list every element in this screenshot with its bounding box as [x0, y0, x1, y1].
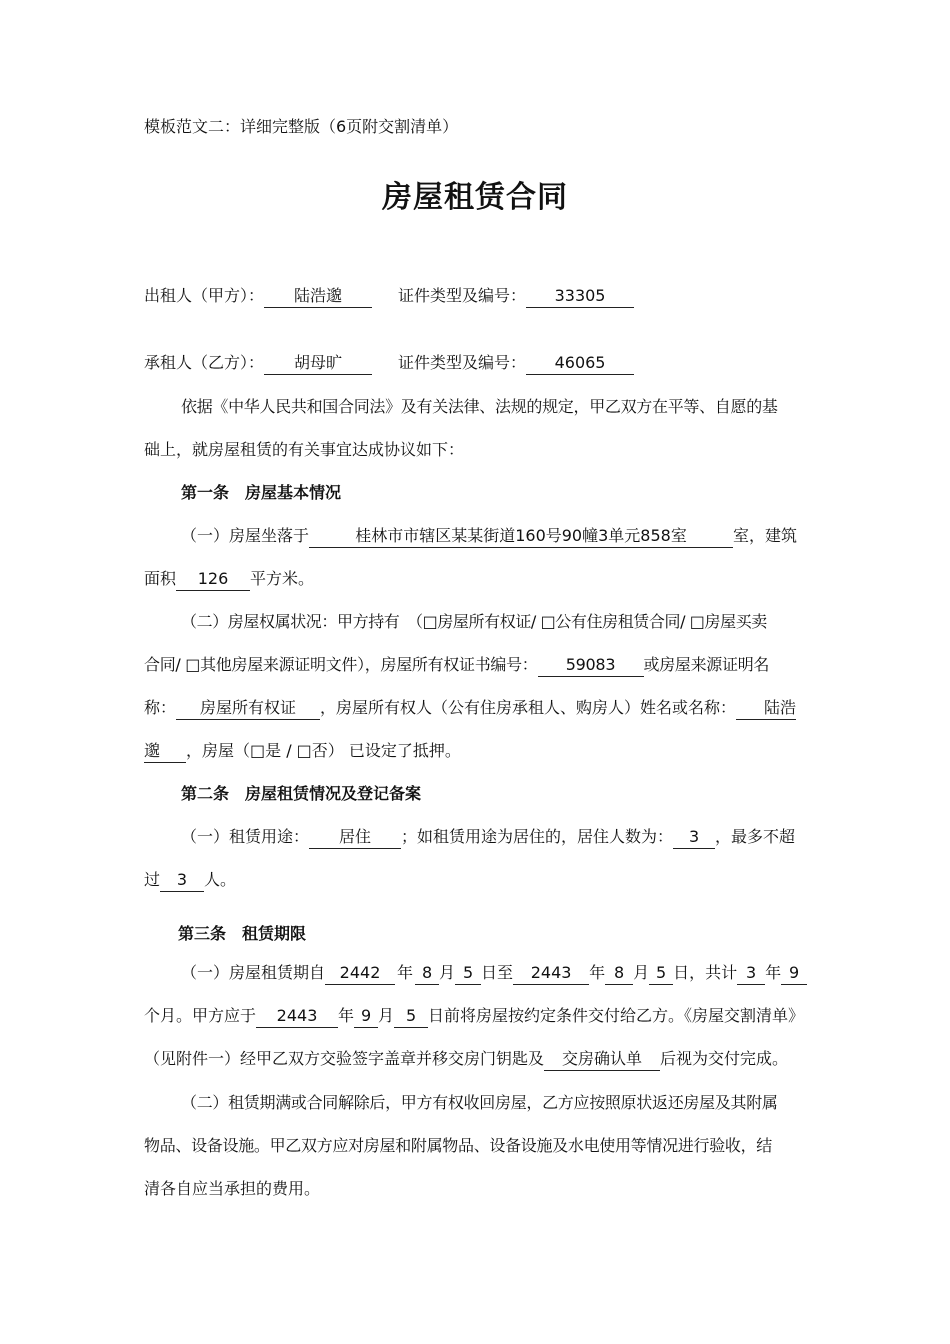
intro-line-1: 依据《中华人民共和国合同法》及有关法律、法规的规定，甲乙双方在平等、自愿的基: [181, 397, 778, 416]
delivery-text: 日前将房屋按约定条件交付给乙方。《房屋交割清单》: [428, 1006, 805, 1025]
art3-p1-line2: [144, 1005, 804, 1028]
deliver-day-field: 5: [394, 1006, 428, 1028]
lessor-id-field: 33305: [526, 286, 634, 308]
start-day-field: 5: [455, 963, 481, 985]
total-years-field: 3: [737, 963, 765, 985]
start-month-field: 8: [415, 963, 439, 985]
art1-p1-line1: [181, 525, 797, 548]
article-1-heading: 第一条 房屋基本情况: [181, 483, 342, 502]
art2-p1-line1: [181, 826, 795, 849]
term-to-text: 日至: [481, 963, 514, 982]
start-month-unit: 月: [439, 963, 456, 982]
art1-location-label: （一）房屋坐落于: [181, 526, 310, 545]
end-year-unit: 年: [589, 963, 606, 982]
residents-field: 3: [673, 827, 715, 849]
max-residents-label-b: 过: [144, 870, 161, 889]
max-residents-field: 3: [160, 870, 204, 892]
article-2-heading: 第二条 房屋租赁情况及登记备案: [181, 784, 422, 803]
header-note: 模板范文二：详细完整版（6页附交割清单）: [144, 117, 459, 136]
handover-complete-text: 后视为交付完成。: [660, 1049, 789, 1068]
max-residents-label-a: ，最多不超: [715, 827, 796, 846]
residents-label: ；如租赁用途为居住的，居住人数为：: [401, 827, 674, 846]
confirm-doc-field: 交房确认单: [544, 1049, 660, 1071]
deliver-month-field: 9: [354, 1006, 378, 1028]
page-title: 房屋租赁合同: [382, 180, 568, 215]
lessor-name-field: 陆浩邈: [264, 286, 372, 308]
art3-p1-line3: [144, 1048, 788, 1071]
owner-field-part2: 邈: [144, 741, 186, 763]
art1-p2-line1: （二）房屋权属状况：甲方持有 （□房屋所有权证/ □公有住房租赁合同/ □房屋买卖: [181, 612, 767, 631]
deliver-year-unit: 年: [338, 1006, 355, 1025]
source-name-label-a: 或房屋来源证明名: [643, 655, 770, 674]
intro-line-2: 础上，就房屋租赁的有关事宜达成协议如下：: [144, 440, 465, 459]
source-name-label-b: 称：: [144, 698, 177, 717]
deliver-month-unit: 月: [378, 1006, 395, 1025]
address-field: 桂林市市辖区某某街道160号90幢3单元858室: [309, 526, 733, 548]
source-name-field: 房屋所有权证: [176, 698, 320, 720]
art1-p2-line2: [144, 654, 769, 677]
lessor-row: [144, 285, 634, 308]
art3-p2-line2: 物品、设备设施。甲乙双方应对房屋和附属物品、设备设施及水电使用等情况进行验收，结: [144, 1136, 773, 1155]
end-month-field: 8: [605, 963, 633, 985]
lessor-id-label: 证件类型及编号：: [398, 286, 527, 305]
handover-text: （见附件一）经甲乙双方交验签字盖章并移交房门钥匙及: [144, 1049, 545, 1068]
residents-unit: 人。: [204, 870, 237, 889]
end-month-unit: 月: [633, 963, 650, 982]
art2-p1-line2: [144, 869, 236, 892]
use-label: （一）租赁用途：: [181, 827, 310, 846]
start-year-unit: 年: [397, 963, 414, 982]
cert-no-field: 59083: [538, 655, 644, 677]
term-total-text: 日，共计: [673, 963, 738, 982]
lessee-id-label: 证件类型及编号：: [398, 353, 527, 372]
start-year-field: 2442: [325, 963, 395, 985]
lessor-label: 出租人（甲方）：: [144, 286, 265, 305]
end-year-field: 2443: [513, 963, 589, 985]
use-field: 居住: [309, 827, 401, 849]
area-field: 126: [176, 569, 250, 591]
deliver-year-field: 2443: [256, 1006, 338, 1028]
area-label: 面积: [144, 569, 177, 588]
owner-label: ，房屋所有权人（公有住房承租人、购房人）姓名或名称：: [320, 698, 737, 717]
lessee-id-field: 46065: [526, 353, 634, 375]
art3-p1-line1: [181, 962, 807, 985]
delivery-label: 个月。甲方应于: [144, 1006, 257, 1025]
article-3-heading: 第三条 租赁期限: [178, 924, 307, 943]
art1-p2-line3: [144, 697, 796, 720]
art1-p1-line2: [144, 568, 314, 591]
lessee-row: [144, 352, 634, 375]
total-months-field: 9: [781, 963, 807, 985]
owner-field-part1: 陆浩: [736, 698, 796, 720]
term-label: （一）房屋租赁期自: [181, 963, 326, 982]
art3-p2-line3: 清各自应当承担的费用。: [144, 1179, 321, 1198]
mortgage-text: ，房屋（□是 / □否） 已设定了抵押。: [186, 741, 461, 760]
art3-p2-line1: （二）租赁期满或合同解除后，甲方有权收回房屋，乙方应按照原状返还房屋及其附属: [181, 1093, 778, 1112]
end-day-field: 5: [649, 963, 673, 985]
art1-building-label: 室，建筑: [733, 526, 798, 545]
total-years-unit: 年: [765, 963, 782, 982]
art1-p2-line4: [144, 740, 461, 763]
area-unit: 平方米。: [250, 569, 315, 588]
cert-no-label: 合同/ □其他房屋来源证明文件），房屋所有权证书编号：: [144, 655, 538, 674]
lessee-label: 承租人（乙方）：: [144, 353, 265, 372]
lessee-name-field: 胡母旷: [264, 353, 372, 375]
